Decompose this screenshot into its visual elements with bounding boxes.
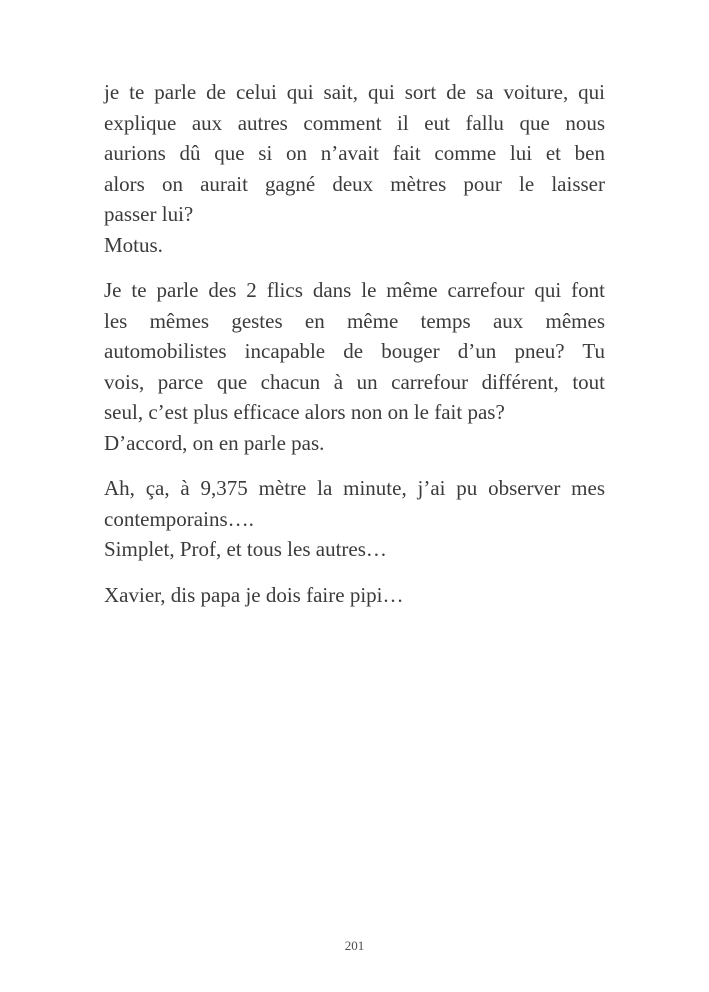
text-line: Je te parle des 2 flics dans le même carrefour qui font — [104, 278, 605, 302]
text-block — [104, 77, 605, 625]
text-line: D’accord, on en parle pas. — [104, 430, 325, 455]
paragraph — [104, 77, 605, 260]
text-line: je te parle de celui qui sait, qui sort de sa voiture, qui — [104, 80, 605, 104]
text-line: contemporains…. — [104, 506, 254, 531]
text-line: Ah, ça, à 9,375 mètre la minute, j’ai pu observer mes — [104, 476, 605, 500]
text-line: Motus. — [104, 232, 163, 257]
text-line: vois, parce que chacun à un carrefour différent, tout — [104, 369, 605, 394]
text-line: Simplet, Prof, et tous les autres… — [104, 537, 387, 561]
text-line: seul, c’est plus efficace alors non on le fait pas? — [104, 400, 505, 424]
page-number: 201 — [344, 938, 365, 953]
text-line: alors on aurait gagné deux mètres pour le laisser — [104, 171, 605, 196]
paragraph — [104, 275, 605, 458]
paragraph — [104, 473, 605, 565]
text-line: automobilistes incapable de bouger d’un pneu? Tu — [104, 339, 605, 363]
text-line: passer lui? — [104, 202, 194, 226]
paragraph — [104, 580, 605, 611]
text-line: aurions dû que si on n’avait fait comme lui et ben — [104, 141, 605, 165]
text-line: les mêmes gestes en même temps aux mêmes — [104, 308, 605, 333]
text-line: explique aux autres comment il eut fallu que nous — [104, 110, 605, 135]
text-line: Xavier, dis papa je dois faire pipi… — [104, 582, 404, 607]
